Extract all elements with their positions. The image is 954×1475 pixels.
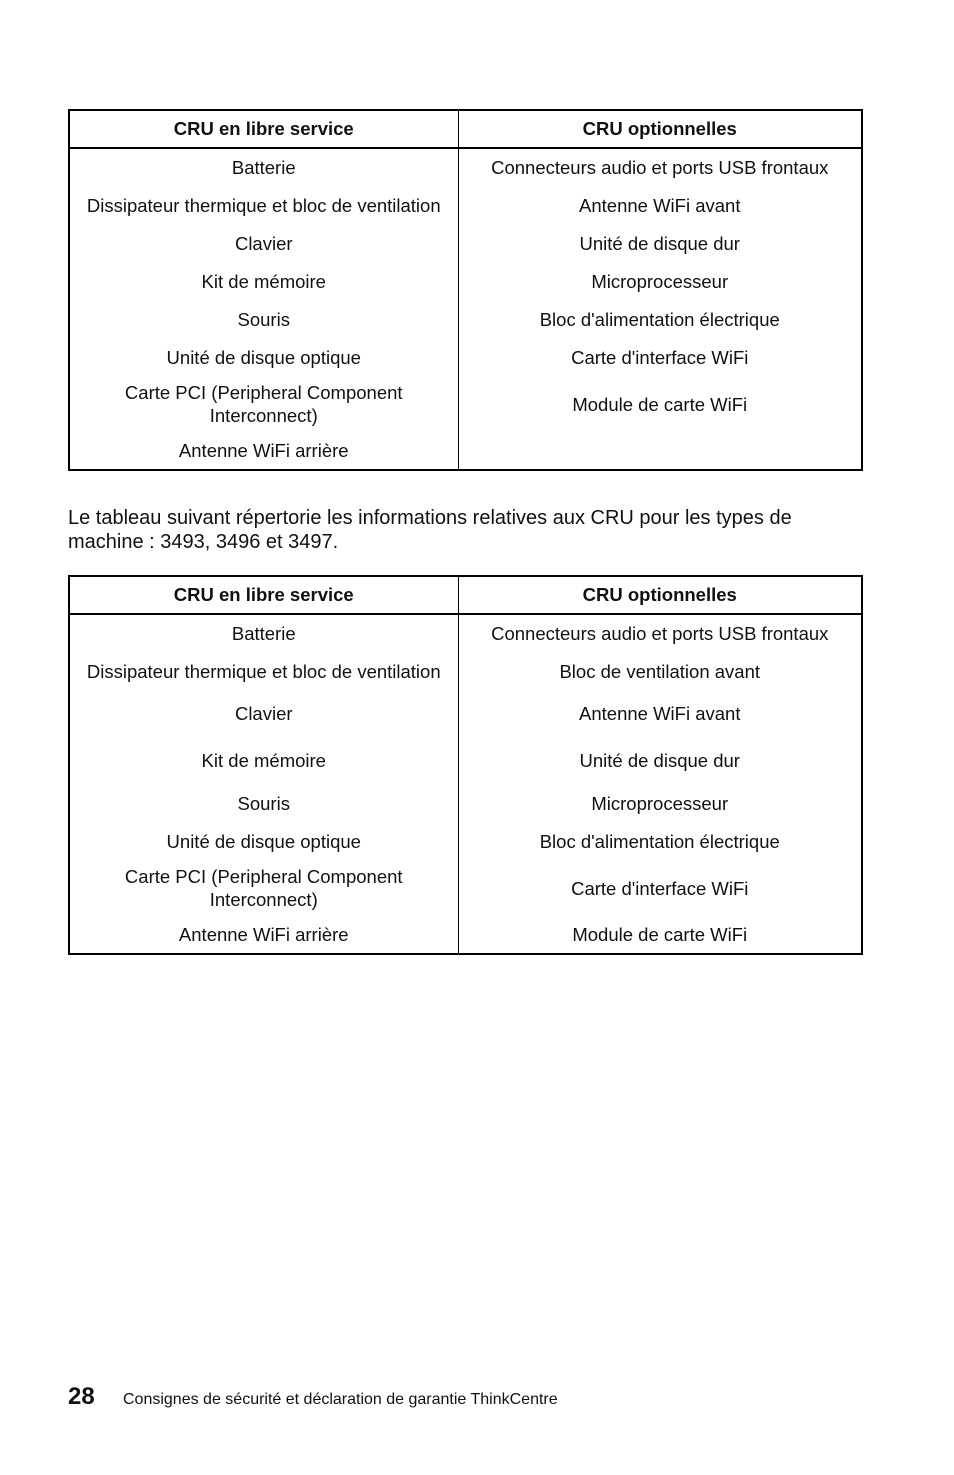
table-cell: Carte d'interface WiFi [571,877,749,899]
table-cell: Connecteurs audio et ports USB frontaux [491,157,829,178]
table-row [69,148,862,186]
cru-table-2 [68,575,863,955]
table-row [69,822,862,860]
table-cell: Antenne WiFi avant [579,194,741,216]
table-cell: Souris [69,300,458,338]
table-row [69,737,862,784]
table-cell: Batterie [69,614,458,652]
table-row [69,690,862,737]
table-header-row [69,576,862,614]
table-row [69,262,862,300]
table-row [69,376,862,432]
table-row [69,432,862,470]
table-cell: Kit de mémoire [69,737,458,784]
table-cell: Carte PCI (Peripheral Component Interconnect) [69,860,458,916]
table-cell: Clavier [69,224,458,262]
table-cell: Antenne WiFi arrière [69,432,458,470]
column-header-optional: CRU optionnelles [458,576,862,614]
table-cell: Microprocesseur [591,792,729,814]
table-cell: Module de carte WiFi [572,924,748,945]
table-row [69,300,862,338]
table-cell: Antenne WiFi arrière [69,916,458,954]
table-cell: Microprocesseur [591,270,729,292]
table-cell: Dissipateur thermique et bloc de ventilation [69,186,458,224]
table-cell: Souris [69,784,458,822]
intro-paragraph: Le tableau suivant répertorie les informations relatives aux CRU pour les types de machine : 3493, 3496 et 3497. [68,507,792,553]
page-number: 28 [68,1383,95,1410]
column-header-optional: CRU optionnelles [458,110,862,148]
table-cell: Antenne WiFi avant [579,703,741,724]
table-row [69,614,862,652]
table-cell: Unité de disque optique [69,822,458,860]
table-header-row [69,110,862,148]
table-row [69,784,862,822]
table-cell: Unité de disque dur [579,750,740,771]
table-cell: Connecteurs audio et ports USB frontaux [491,623,829,644]
table-row [69,186,862,224]
table-cell: Clavier [69,690,458,737]
table-cell: Batterie [69,148,458,186]
table-cell: Carte d'interface WiFi [571,346,749,368]
table-row [69,860,862,916]
table-cell: Module de carte WiFi [572,393,748,415]
table-cell: Carte PCI (Peripheral Component Interconnect) [69,376,458,432]
column-header-self-service: CRU en libre service [69,110,458,148]
table-cell: Bloc de ventilation avant [559,660,761,682]
cru-table-1 [68,109,863,471]
table-row [69,916,862,954]
table-cell [458,432,862,470]
column-header-self-service: CRU en libre service [69,576,458,614]
footer-title: Consignes de sécurité et déclaration de garantie ThinkCentre [123,1391,558,1408]
table-cell: Bloc d'alimentation électrique [539,308,780,330]
table-row [69,652,862,690]
table-cell: Bloc d'alimentation électrique [539,830,780,852]
table-row [69,338,862,376]
table-cell: Kit de mémoire [69,262,458,300]
table-cell: Unité de disque dur [579,232,740,254]
table-row [69,224,862,262]
table-cell: Unité de disque optique [69,338,458,376]
table-cell: Dissipateur thermique et bloc de ventilation [69,652,458,690]
